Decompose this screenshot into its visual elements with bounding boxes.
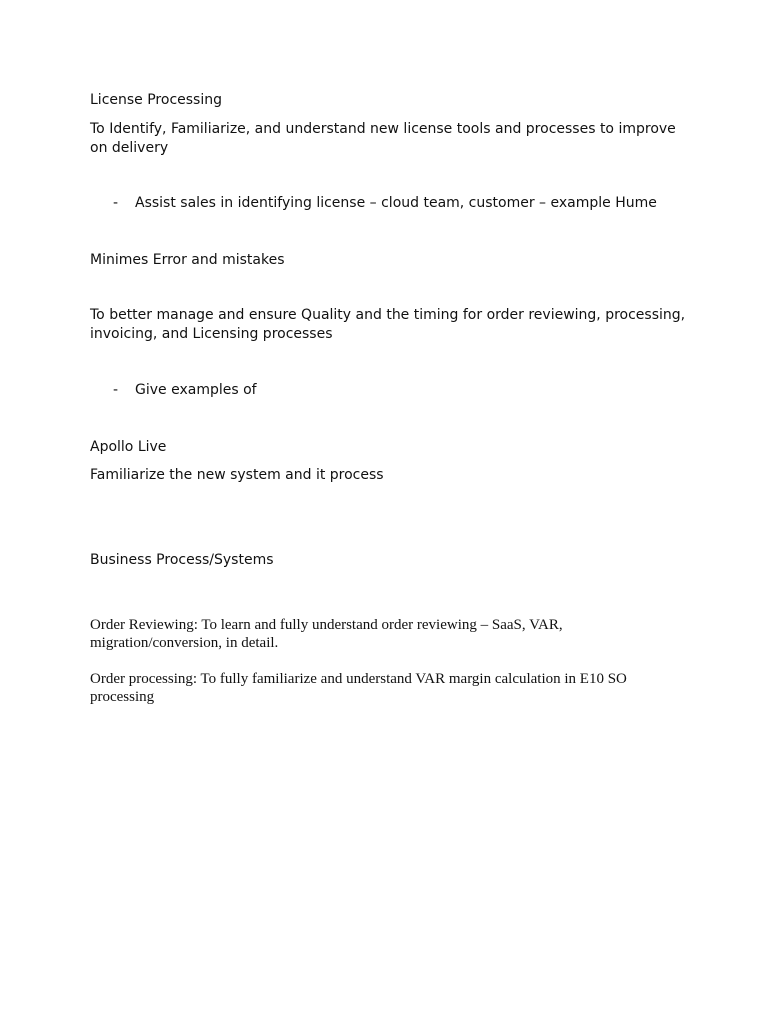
quality-goal-text: To better manage and ensure Quality and the timing for order reviewing, processing, invoicing, and Licensing processes bbox=[90, 307, 686, 342]
bullet-assist-sales: Assist sales in identifying license – cloud team, customer – example Hume bbox=[135, 195, 657, 211]
bullet-dash-2: - bbox=[113, 382, 119, 398]
heading-business-process: Business Process/Systems bbox=[90, 552, 274, 568]
order-processing-text: Order processing: To fully familiarize and understand VAR margin calculation in E10 SO processing bbox=[90, 671, 627, 705]
bullet-dash-1: - bbox=[113, 195, 119, 211]
apollo-goal-text: Familiarize the new system and it process bbox=[90, 467, 384, 483]
bullet-give-examples: Give examples of bbox=[135, 382, 257, 398]
heading-apollo-live: Apollo Live bbox=[90, 439, 167, 455]
heading-license-processing: License Processing bbox=[90, 92, 222, 108]
order-reviewing-text: Order Reviewing: To learn and fully understand order reviewing – SaaS, VAR, migration/conversion, in detail. bbox=[90, 617, 563, 651]
heading-minimes-error: Minimes Error and mistakes bbox=[90, 252, 285, 268]
license-goal-text: To Identify, Familiarize, and understand new license tools and processes to improve on delivery bbox=[90, 121, 676, 156]
